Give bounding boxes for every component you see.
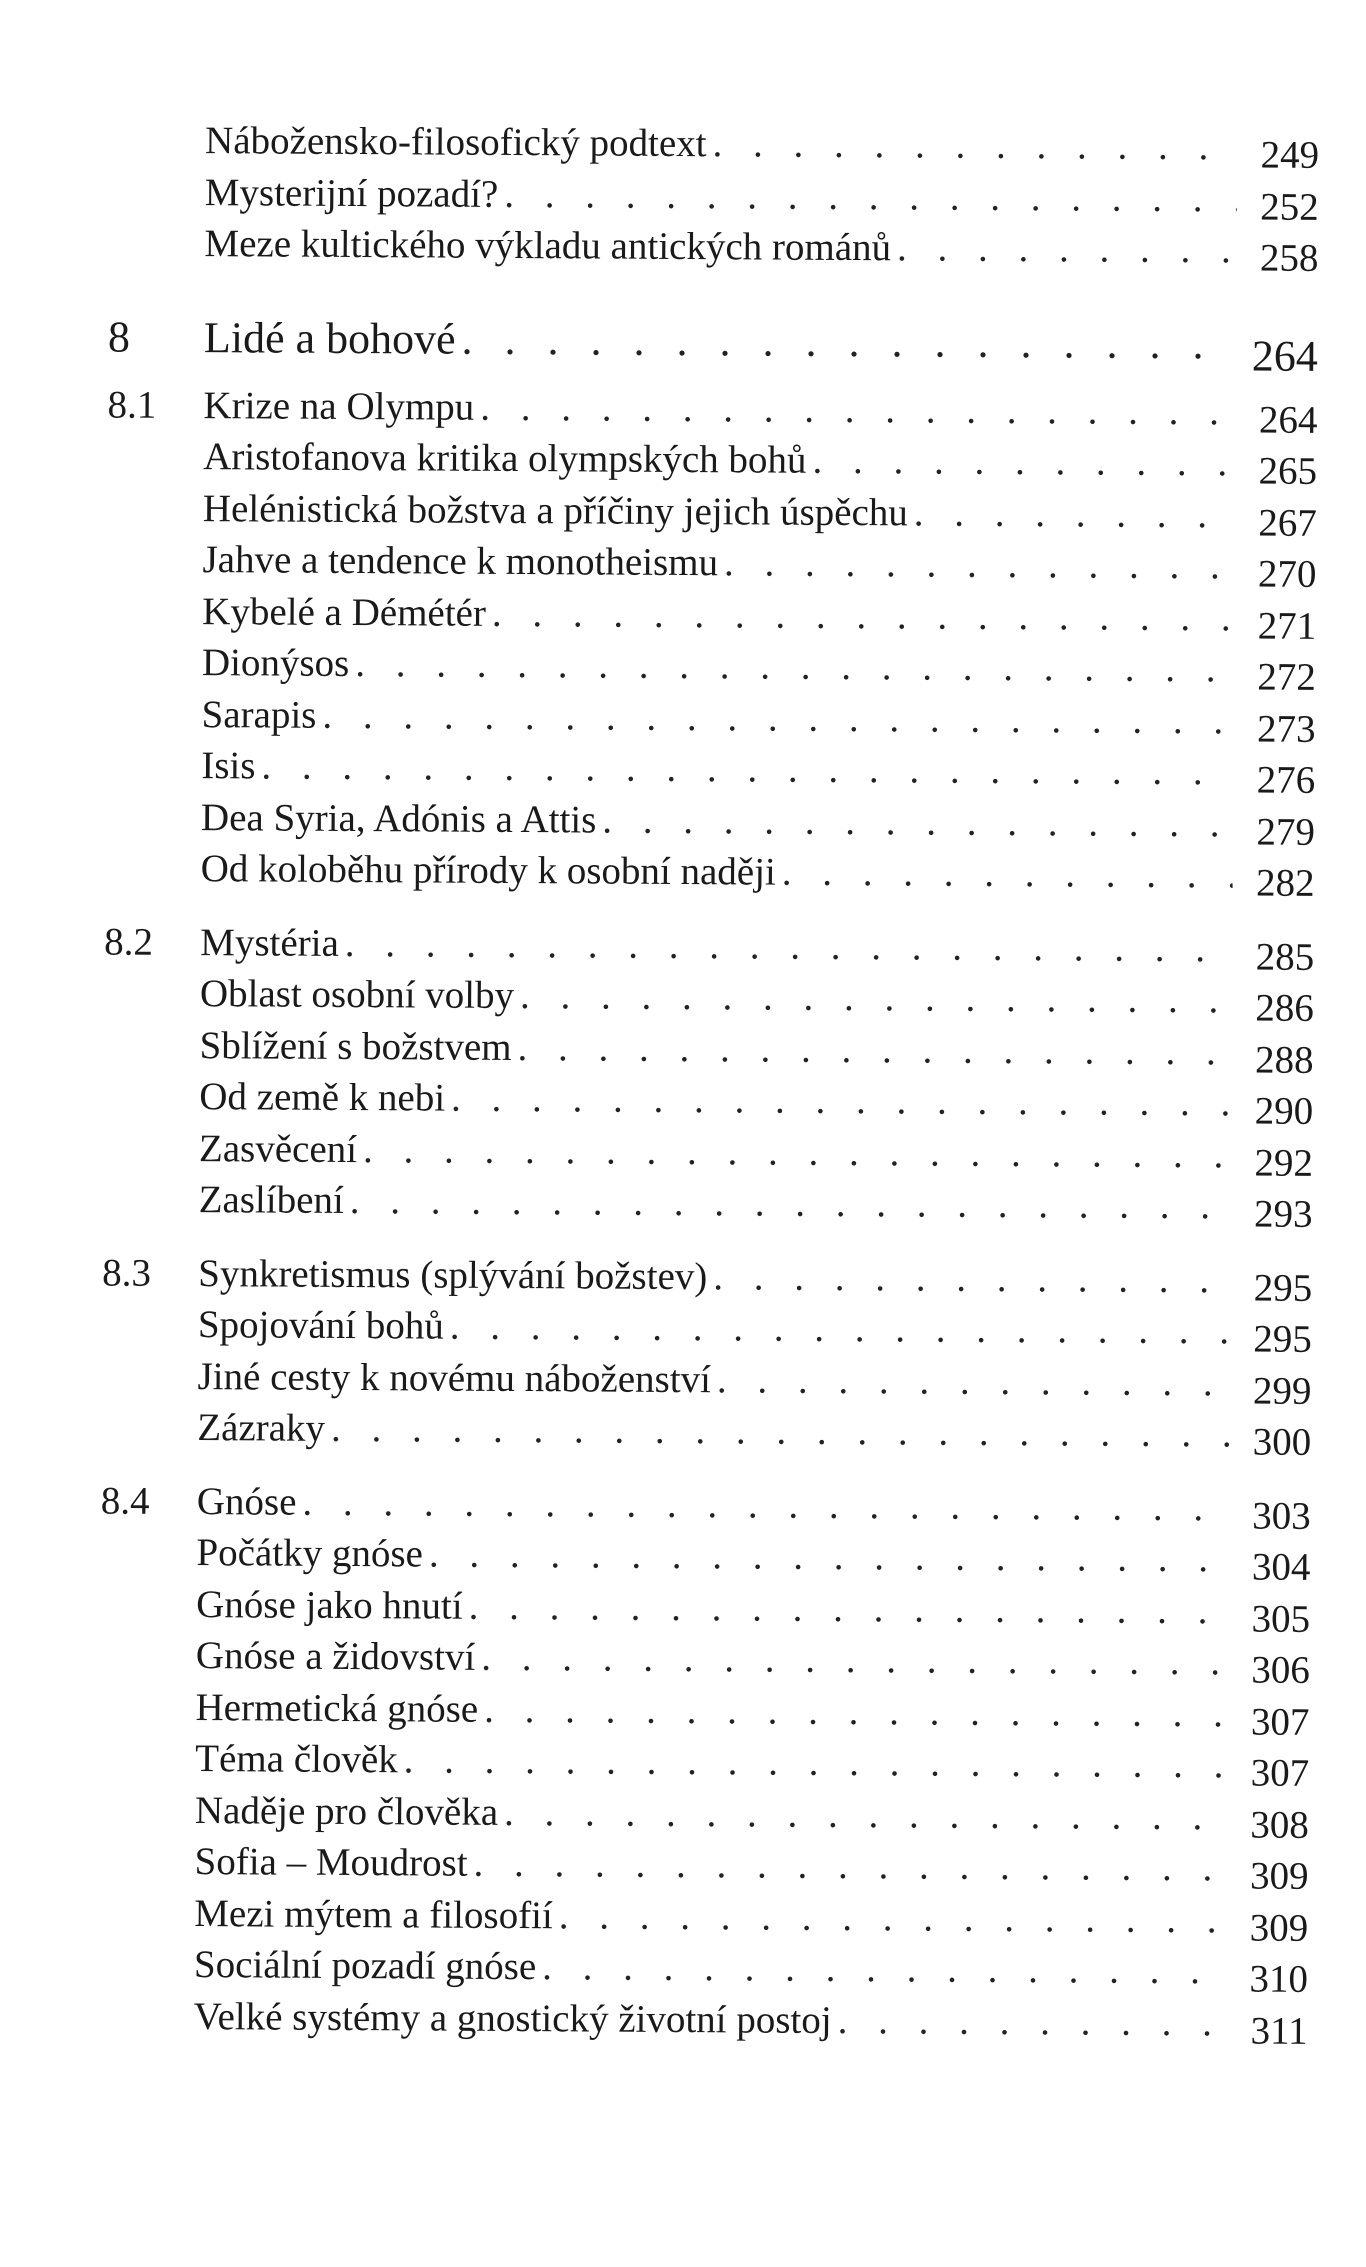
dot-leader	[363, 1124, 1231, 1181]
toc-entry-page: 306	[1251, 1648, 1310, 1692]
section-page: 264	[1258, 398, 1318, 442]
dot-leader	[404, 1734, 1228, 1791]
toc-entry-title: Sociální pozadí gnóse	[193, 1943, 537, 1989]
toc-entry-title: Oblast osobní volby	[199, 972, 515, 1017]
dot-leader	[302, 1476, 1229, 1533]
toc-entry-title: Zasvěcení	[198, 1126, 358, 1171]
toc-entry-title: Zaslíbení	[198, 1178, 344, 1222]
dot-leader	[345, 917, 1233, 974]
toc-entry	[105, 739, 1316, 802]
toc-entry-title: Sblížení s božstvem	[199, 1023, 512, 1069]
section-title: Gnóse	[196, 1479, 297, 1524]
toc-entry-title: Mezi mýtem a filosofií	[194, 1891, 553, 1937]
toc-entry-page: 311	[1250, 2009, 1308, 2053]
toc-entry-page: 304	[1251, 1545, 1311, 1589]
chapter-page: 264	[1251, 330, 1318, 381]
toc-entry-title: Meze kultického výkladu antických románů	[204, 222, 892, 270]
section-title: Krize na Olympu	[203, 383, 475, 429]
dot-leader	[542, 1941, 1226, 1997]
toc-entry-title: Zázraky	[197, 1406, 326, 1450]
toc-section-heading	[102, 1247, 1313, 1310]
dot-leader	[713, 1251, 1230, 1306]
toc-entry-page: 305	[1251, 1597, 1311, 1641]
toc-entry	[105, 688, 1316, 751]
toc-entry-title: Spojování bohů	[197, 1303, 444, 1348]
dot-leader	[484, 1683, 1228, 1739]
toc-entry-page: 273	[1256, 707, 1316, 751]
toc-entry	[108, 217, 1319, 280]
toc-section-heading	[100, 1475, 1311, 1538]
toc-entry-title: Od země k nebi	[199, 1075, 446, 1120]
section-number: 8.4	[100, 1478, 150, 1523]
dot-leader	[451, 1073, 1231, 1129]
toc-entry-page: 286	[1255, 986, 1314, 1030]
toc-entry-title: Jiné cesty k novému náboženství	[197, 1354, 712, 1401]
dot-leader	[520, 970, 1232, 1026]
dot-leader	[504, 1786, 1227, 1842]
dot-leader	[897, 222, 1237, 276]
dot-leader	[492, 587, 1235, 643]
toc-entry-title: Dea Syria, Adónis a Attis	[200, 795, 597, 841]
dot-leader	[602, 794, 1233, 849]
toc-entry-page: 292	[1254, 1141, 1314, 1185]
dot-leader	[261, 740, 1233, 797]
toc-entry-title: Aristofanova kritika olympských bohů	[203, 435, 807, 482]
toc-entry-title: Hermetická gnóse	[195, 1685, 479, 1731]
toc-entry	[107, 430, 1318, 493]
toc-entry-page: 307	[1250, 1700, 1310, 1744]
toc-entry-title: Náboženskо-filosofický podtext	[205, 119, 707, 166]
toc-entry-title: Počátky gnóse	[196, 1531, 424, 1576]
toc-entry-page: 267	[1258, 501, 1317, 545]
toc-entry-page: 288	[1254, 1038, 1314, 1082]
dot-leader	[724, 537, 1235, 592]
chapter-title: Lidé a bohové	[203, 312, 456, 364]
dot-leader	[717, 1354, 1230, 1409]
toc-entry-page: 309	[1249, 1854, 1309, 1898]
toc-entry-page: 279	[1256, 810, 1316, 854]
toc-entry	[103, 1173, 1313, 1236]
section-page: 295	[1253, 1266, 1313, 1310]
dot-leader	[712, 118, 1237, 173]
toc-entry	[100, 1578, 1311, 1641]
toc-entry	[98, 1938, 1309, 2001]
toc-entry	[104, 967, 1314, 1030]
toc-entry	[100, 1526, 1311, 1589]
toc-section-heading	[104, 916, 1315, 979]
toc-entry	[98, 1835, 1309, 1898]
section-number: 8.2	[104, 919, 154, 964]
table-of-contents	[98, 114, 1320, 2053]
toc-entry-page: 270	[1257, 552, 1317, 596]
dot-leader	[480, 381, 1236, 437]
dot-leader	[559, 1890, 1227, 1946]
toc-entry-page: 299	[1252, 1369, 1312, 1413]
toc-entry-page: 309	[1249, 1905, 1309, 1950]
dot-leader	[473, 1838, 1226, 1894]
toc-entry-page: 276	[1256, 758, 1316, 802]
toc-entry-title: Sofia – Moudrost	[194, 1840, 468, 1885]
toc-entry-title: Velké systémy a gnostický životní postoj	[193, 1994, 832, 2042]
toc-entry	[102, 1298, 1312, 1361]
toc-entry-title: Isis	[201, 744, 256, 788]
toc-entry-title: Helénistická božstva a příčiny jejich úspěchu	[202, 486, 909, 534]
toc-entry-title: Téma člověk	[195, 1737, 398, 1782]
toc-entry	[103, 1070, 1314, 1133]
toc-entry-page: 293	[1253, 1192, 1313, 1236]
toc-entry	[105, 842, 1315, 905]
toc-entry	[106, 636, 1317, 699]
toc-chapter-heading	[107, 303, 1318, 381]
toc-entry-title: Od koloběhu přírody k osobní naději	[200, 847, 776, 894]
section-page: 285	[1255, 935, 1315, 979]
dot-leader	[322, 689, 1233, 746]
dot-leader	[450, 1301, 1230, 1357]
toc-entry	[103, 1122, 1314, 1185]
toc-entry-title: Gnóse a židovství	[195, 1634, 476, 1679]
dot-leader	[350, 1175, 1231, 1232]
dot-leader	[481, 1632, 1228, 1688]
toc-entry-page: 282	[1255, 861, 1315, 905]
toc-entry-title: Kybelé a Démétér	[202, 589, 487, 635]
toc-entry	[98, 1990, 1308, 2053]
dot-leader	[468, 1580, 1228, 1636]
toc-entry-title: Dionýsos	[201, 641, 350, 685]
section-number: 8.3	[102, 1250, 152, 1295]
toc-entry	[100, 1629, 1310, 1692]
toc-entry-title: Mysterijní pozadí?	[204, 170, 499, 216]
dot-leader	[429, 1528, 1229, 1584]
toc-entry-title: Jahve a tendence k monotheismu	[202, 538, 719, 585]
toc-entry-page: 271	[1257, 604, 1317, 648]
dot-leader	[504, 168, 1237, 224]
section-title: Mystéria	[200, 920, 340, 965]
toc-entry-page: 258	[1259, 236, 1319, 280]
toc-entry-page: 308	[1250, 1803, 1309, 1847]
dot-leader	[914, 487, 1235, 540]
toc-entry	[99, 1784, 1309, 1847]
dot-leader	[355, 638, 1234, 695]
section-number: 8.1	[107, 382, 157, 427]
section-page: 303	[1252, 1494, 1311, 1538]
toc-entry	[106, 585, 1317, 648]
toc-entry-page: 249	[1260, 133, 1320, 177]
toc-entry	[106, 533, 1317, 596]
toc-entry-page: 252	[1260, 185, 1319, 229]
toc-entry-title: Naděje pro člověka	[194, 1788, 499, 1834]
toc-entry-page: 290	[1254, 1089, 1314, 1133]
toc-entry-page: 307	[1250, 1751, 1310, 1795]
section-title: Synkretismus (splývání božstev)	[198, 1251, 708, 1298]
chapter-number: 8	[107, 311, 131, 362]
toc-entry	[99, 1681, 1310, 1744]
toc-entry	[101, 1401, 1312, 1464]
toc-entry-title: Gnóse jako hnutí	[196, 1582, 463, 1628]
toc-entry-page: 300	[1252, 1420, 1312, 1464]
toc-entry-page: 265	[1258, 449, 1318, 493]
dot-leader	[517, 1022, 1231, 1078]
dot-leader	[812, 435, 1235, 489]
toc-section-heading	[107, 379, 1318, 442]
dot-leader	[838, 1994, 1226, 2048]
toc-entry	[109, 166, 1319, 229]
dot-leader	[461, 305, 1236, 378]
dot-leader	[782, 847, 1233, 901]
toc-entry	[107, 482, 1317, 545]
toc-entry-page: 310	[1249, 1957, 1309, 2001]
toc-entry	[109, 114, 1320, 177]
toc-entry-page: 295	[1253, 1317, 1312, 1361]
dot-leader	[331, 1403, 1230, 1460]
toc-entry-title: Sarapis	[201, 692, 317, 737]
toc-entry	[101, 1350, 1312, 1413]
toc-entry-page: 272	[1257, 655, 1317, 699]
toc-entry	[105, 791, 1316, 854]
toc-entry	[103, 1019, 1314, 1082]
toc-entry	[98, 1887, 1309, 1950]
toc-entry	[99, 1732, 1310, 1795]
